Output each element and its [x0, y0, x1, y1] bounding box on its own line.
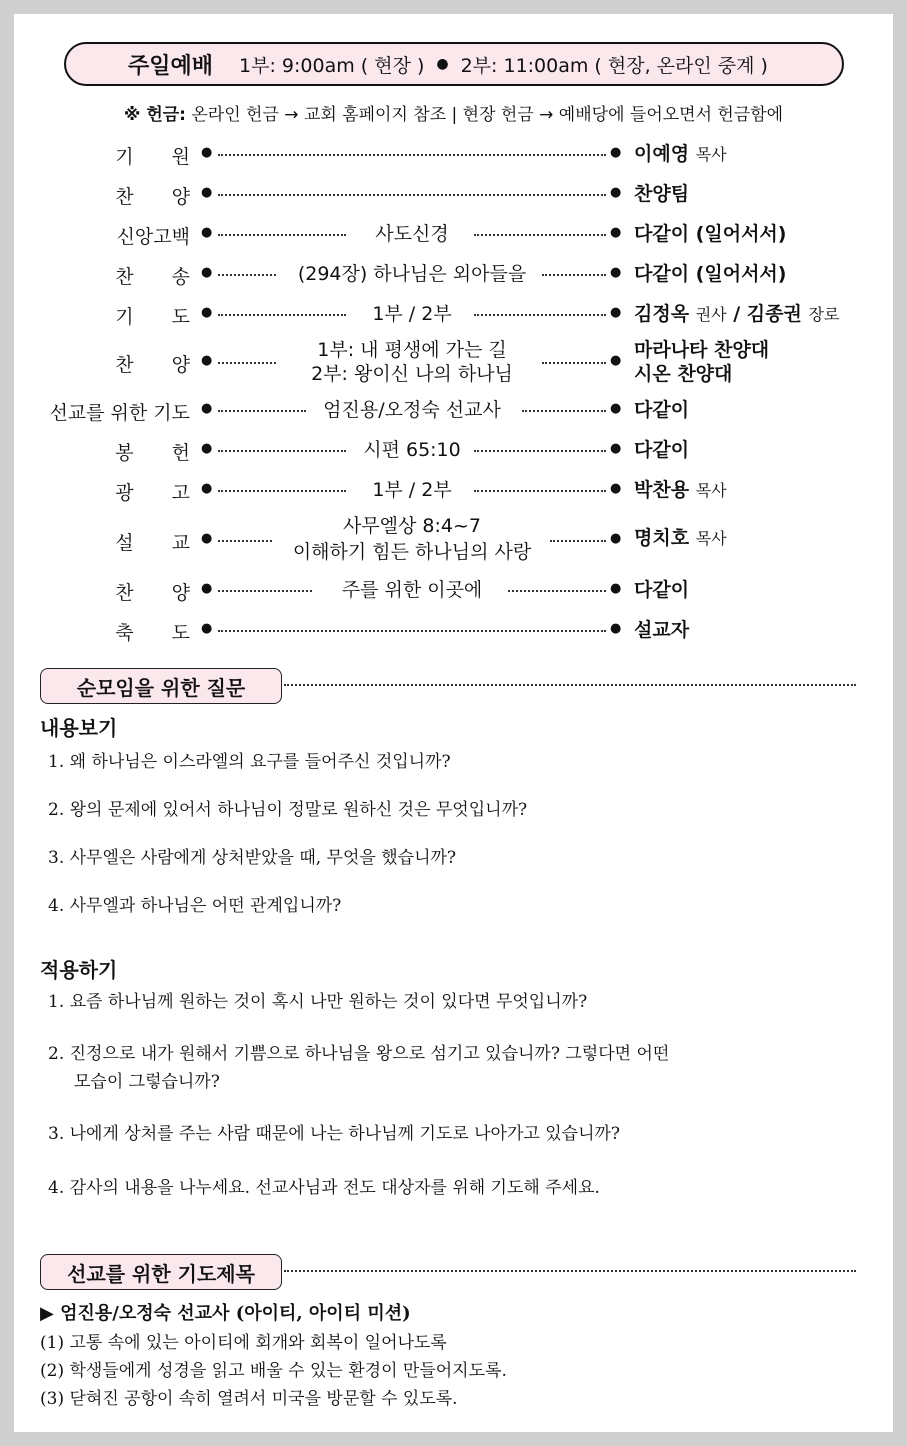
bullet-icon: ● [201, 265, 213, 280]
leader-line [550, 540, 606, 542]
bullet-icon: ● [610, 353, 622, 368]
bullet-icon: ● [610, 225, 622, 240]
leader-line [542, 362, 606, 364]
order-person: 다같이 [634, 399, 690, 421]
order-content: 주를 위한 이곳에 [341, 579, 483, 601]
order-label: 찬 양 [115, 354, 190, 376]
bullet-icon: ● [610, 401, 622, 416]
order-person: 설교자 [634, 619, 690, 641]
bullet-icon: ● [610, 621, 622, 636]
bullet-icon: ● [201, 305, 213, 320]
bullet-icon: ● [201, 145, 213, 160]
order-label: 광 고 [115, 482, 190, 504]
section-divider [284, 684, 856, 686]
order-content: 사무엘상 8:4~7 [342, 515, 482, 537]
apply-question: 3. 나에게 상처를 주는 사람 때문에 나는 하나님께 기도로 나아가고 있습니까? [48, 1124, 621, 1144]
mission-item: (1) 고통 속에 있는 아이티에 회개와 회복이 일어나도록 [40, 1333, 447, 1353]
leader-line [474, 450, 606, 452]
order-row [14, 514, 893, 564]
order-label: 봉 헌 [115, 442, 190, 464]
apply-question: 2. 진정으로 내가 원해서 기쁨으로 하나님을 왕으로 섬기고 있습니까? 그렇다면 어떤 모습이 그렇습니까? [48, 1044, 670, 1092]
bullet-icon: ● [610, 441, 622, 456]
order-person: 다같이 (일어서서) [634, 223, 787, 245]
bullet-icon: ● [610, 531, 622, 546]
order-content: 시편 65:10 [363, 439, 461, 461]
bullet-icon: ● [201, 353, 213, 368]
section-divider [284, 1270, 856, 1272]
order-person: 다같이 (일어서서) [634, 263, 787, 285]
order-person: 마라나타 찬양대 [634, 339, 770, 361]
content-question: 1. 왜 하나님은 이스라엘의 요구를 들어주신 것입니까? [48, 752, 451, 772]
small-group-heading: 순모임을 위한 질문 [40, 668, 282, 704]
order-label: 선교를 위한 기도 [49, 402, 190, 424]
bullet-icon: ● [201, 531, 213, 546]
content-question: 2. 왕의 문제에 있어서 하나님이 정말로 원하신 것은 무엇입니까? [48, 800, 528, 820]
bullet-icon: ● [201, 401, 213, 416]
service-banner [64, 42, 844, 86]
leader-line [218, 194, 606, 196]
leader-line [474, 234, 606, 236]
leader-line [508, 590, 606, 592]
content-heading: 내용보기 [40, 716, 118, 740]
bullet-icon: ● [610, 145, 622, 160]
offering-notice [14, 100, 893, 125]
order-content: 사도신경 [375, 223, 449, 245]
order-content: 1부: 내 평생에 가는 길 [317, 339, 507, 361]
bullet-icon: ● [201, 185, 213, 200]
order-label: 신앙고백 [116, 226, 190, 248]
bulletin-page [14, 14, 893, 1432]
content-question: 4. 사무엘과 하나님은 어떤 관계입니까? [48, 896, 342, 916]
order-person: 명치호 목사 [634, 527, 727, 549]
offering-text: 온라인 헌금 → 교회 홈페이지 참조 | 현장 헌금 → 예배당에 들어오면서 헌금함에 [191, 105, 784, 125]
order-content: 엄진용/오정숙 선교사 [323, 399, 501, 421]
service-title: 주일예배 [128, 53, 214, 79]
bullet-icon: ● [201, 481, 213, 496]
order-person: 박찬용 목사 [634, 479, 727, 501]
bullet-icon: ● [201, 441, 213, 456]
order-content-line2: 이해하기 힘든 하나님의 사랑 [292, 541, 532, 563]
bullet-icon: ● [610, 265, 622, 280]
service-first: 1부: 9:00am ( 현장 ) [239, 54, 425, 77]
apply-heading: 적용하기 [40, 958, 118, 982]
order-person: 다같이 [634, 579, 690, 601]
order-person: 김정옥 권사 / 김종권 장로 [634, 303, 840, 325]
bullet-icon: ● [201, 225, 213, 240]
order-content: (294장) 하나님은 외아들을 [297, 263, 527, 285]
bullet-icon: ● [610, 481, 622, 496]
order-label: 찬 양 [115, 186, 190, 208]
bullet-icon: ● [610, 581, 622, 596]
order-person-line2: 시온 찬양대 [634, 363, 733, 385]
apply-question: 1. 요즘 하나님께 원하는 것이 혹시 나만 원하는 것이 있다면 무엇입니까? [48, 992, 588, 1012]
offering-prefix: ※ 헌금: [123, 105, 186, 125]
mission-item: (3) 닫혀진 공항이 속히 열려서 미국을 방문할 수 있도록. [40, 1389, 458, 1409]
bullet-icon: ● [201, 581, 213, 596]
order-person: 찬양팀 [634, 183, 690, 205]
order-label: 축 도 [115, 622, 190, 644]
order-label: 찬 양 [115, 582, 190, 604]
order-label: 기 원 [115, 146, 190, 168]
order-content: 1부 / 2부 [372, 479, 452, 501]
order-content: 1부 / 2부 [372, 303, 452, 325]
content-question: 3. 사무엘은 사람에게 상처받았을 때, 무엇을 했습니까? [48, 848, 457, 868]
leader-line [474, 314, 606, 316]
leader-line [218, 154, 606, 156]
order-row [14, 338, 893, 388]
mission-heading: 선교를 위한 기도제목 [40, 1254, 282, 1290]
service-second: 2부: 11:00am ( 현장, 온라인 중계 ) [460, 54, 768, 77]
order-content-line2: 2부: 왕이신 나의 하나님 [311, 363, 513, 385]
order-person: 다같이 [634, 439, 690, 461]
leader-line [218, 630, 606, 632]
order-label: 기 도 [115, 306, 190, 328]
mission-item: (2) 학생들에게 성경을 읽고 배울 수 있는 환경이 만들어지도록. [40, 1361, 507, 1381]
order-label: 설 교 [115, 532, 190, 554]
apply-question: 4. 감사의 내용을 나누세요. 선교사님과 전도 대상자를 위해 기도해 주세요. [48, 1178, 600, 1198]
order-person: 이예영 목사 [634, 143, 727, 165]
leader-line [474, 490, 606, 492]
leader-line [542, 274, 606, 276]
bullet-icon: ● [610, 305, 622, 320]
bullet-icon: ● [610, 185, 622, 200]
bullet-icon: ● [201, 621, 213, 636]
missionary-title: ▶ 엄진용/오정숙 선교사 (아이티, 아이티 미션) [40, 1303, 411, 1324]
leader-line [522, 410, 606, 412]
order-label: 찬 송 [115, 266, 190, 288]
banner-dot-icon: ● [436, 56, 449, 72]
